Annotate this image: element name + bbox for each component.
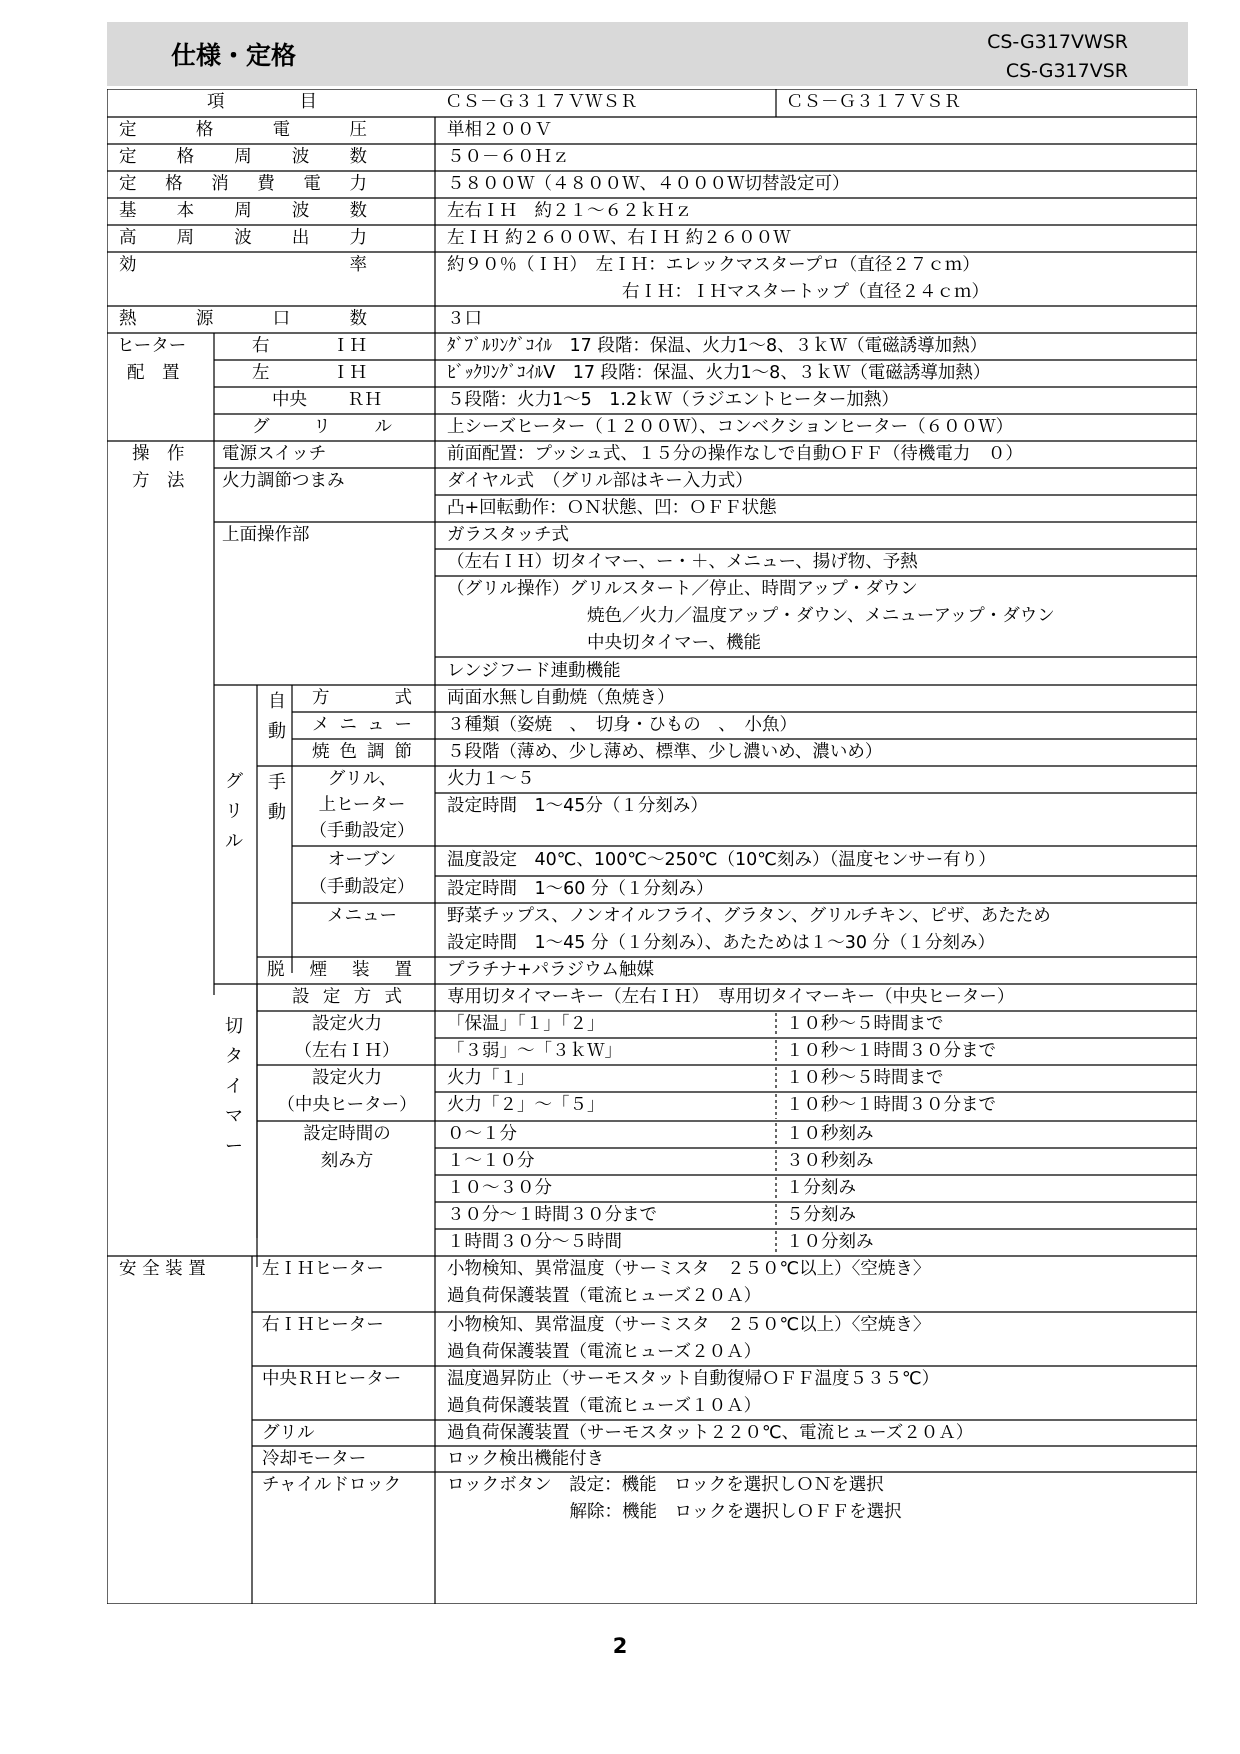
grill-upper-value: 火力１～５: [447, 769, 535, 789]
timer-center-condition: 火力「２」～「５」: [447, 1095, 605, 1115]
timer-method-label: 設 定 方 式: [292, 987, 402, 1007]
timer-step-value: １０秒刻み: [786, 1124, 874, 1144]
timer-center-label: （中央ヒーター）: [277, 1095, 417, 1115]
timer-center-range: １０秒～１時間３０分まで: [786, 1095, 996, 1115]
timer-center-label: 設定火力: [312, 1068, 382, 1088]
power-switch-value: 前面配置：プッシュ式、１５分の操作なしで自動ＯＦＦ（待機電力 ０）: [447, 444, 1023, 464]
timer-step-value: １分刻み: [786, 1178, 856, 1198]
timer-method-value: 専用切タイマーキー（左右ＩＨ） 専用切タイマーキー（中央ヒーター）: [447, 987, 1015, 1007]
timer-lr-label: 設定火力: [312, 1014, 382, 1034]
heater-row-label: 右 ＩＨ: [252, 336, 367, 356]
timer-lr-range: １０秒～５時間まで: [786, 1014, 944, 1034]
spec-row-value: ５０－６０Ｈｚ: [447, 147, 570, 167]
spec-row-value: 左右ＩＨ 約２１～６２ｋＨｚ: [447, 201, 692, 221]
spec-row-label: 基 本 周 波 数: [119, 201, 367, 221]
timer-steps-label: 設定時間の: [303, 1124, 391, 1144]
page-header: [107, 22, 1188, 86]
menu-value: 野菜チップス、ノンオイルフライ、グラタン、グリルチキン、ピザ、あたため: [447, 906, 1051, 926]
spec-row-value: ５８００Ｗ（４８００Ｗ、４０００Ｗ切替設定可）: [447, 174, 850, 194]
spec-table: [107, 89, 1197, 1604]
menu-value: 設定時間 1～45 分（１分刻み）、あたためは１～30 分（１分刻み）: [447, 933, 996, 953]
heater-row-label: グ リ ル: [252, 417, 392, 437]
operation-group-label: 操 作: [132, 444, 185, 464]
safety-row-label: グリル: [262, 1423, 315, 1443]
safety-row-label: 冷却モーター: [262, 1449, 367, 1469]
timer-step-condition: ３０分～１時間３０分まで: [447, 1205, 657, 1225]
timer-center-range: １０秒～５時間まで: [786, 1068, 944, 1088]
safety-row-value: 小物検知、異常温度（サーミスタ ２５０℃以上）〈空焼き〉: [447, 1315, 931, 1335]
oven-value: 設定時間 1～60 分（１分刻み）: [447, 879, 714, 899]
spec-row-value: 単相２００Ｖ: [447, 120, 552, 140]
power-switch-label: 電源スイッチ: [222, 444, 327, 464]
page-title: 仕様・定格: [171, 41, 297, 70]
safety-row-value: 温度過昇防止（サーモスタット自動復帰ＯＦＦ温度５３５℃）: [447, 1369, 940, 1389]
timer-step-condition: １時間３０分～５時間: [447, 1232, 622, 1252]
auto-row-label: 方 式: [312, 688, 412, 708]
operation-group-label: 方 法: [132, 471, 185, 491]
timer-step-condition: １０～３０分: [447, 1178, 552, 1198]
knob-value: ダイヤル式 （グリル部はキー入力式）: [447, 471, 753, 491]
top-panel-value: 焼色／火力／温度アップ・ダウン、メニューアップ・ダウン: [447, 606, 1055, 626]
auto-row-value: ３種類（姿焼 、 切身・ひもの 、 小魚）: [447, 715, 797, 735]
header-model1-cell: ＣＳ－Ｇ３１７ＶＷＳＲ: [445, 92, 638, 112]
heater-row-label: 左 ＩＨ: [252, 363, 367, 383]
heater-group-label: ヒーター: [117, 336, 187, 356]
spec-row-value: 左ＩＨ 約２６００Ｗ、右ＩＨ 約２６００Ｗ: [447, 228, 791, 248]
safety-row-value: 過負荷保護装置（電流ヒューズ２０Ａ）: [447, 1286, 762, 1306]
heater-row-value: ﾋﾞｯｸﾘﾝｸﾞｺｲﾙⅤ 17 段階：保温、火力1～8、３ｋＷ（電磁誘導加熱）: [447, 363, 991, 383]
timer-step-condition: １～１０分: [447, 1151, 535, 1171]
heater-group-label: 配 置: [127, 363, 180, 383]
timer-step-value: ３０秒刻み: [786, 1151, 874, 1171]
safety-row-label: チャイルドロック: [262, 1475, 402, 1495]
knob-value: 凸+回転動作：ＯＮ状態、凹：ＯＦＦ状態: [447, 498, 777, 518]
timer-step-condition: ０～１分: [447, 1124, 517, 1144]
safety-row-label: 左ＩＨヒーター: [262, 1259, 384, 1279]
safety-row-value: ロックボタン 設定：機能 ロックを選択しＯＮを選択: [447, 1475, 884, 1495]
auto-row-value: 両面水無し自動焼（魚焼き）: [447, 688, 675, 708]
safety-row-value: 過負荷保護装置（電流ヒューズ１０Ａ）: [447, 1396, 762, 1416]
safety-row-value: 解除：機能 ロックを選択しＯＦＦを選択: [447, 1502, 902, 1522]
spec-row-label: 定 格 消 費 電 力: [119, 174, 367, 194]
grill-upper-label: （手動設定）: [309, 821, 415, 841]
timer-step-value: ５分刻み: [786, 1205, 856, 1225]
header-model-1: CS-G317VWSR: [987, 31, 1128, 53]
spec-row-label: 定 格 周 波 数: [119, 147, 367, 167]
safety-row-value: ロック検出機能付き: [447, 1449, 605, 1469]
top-panel-value: （左右ＩＨ）切タイマー、ー・＋、メニュー、揚げ物、予熱: [447, 552, 918, 572]
header-item-label: 項 目: [207, 92, 317, 112]
smoke-label: 脱 煙 装 置: [267, 960, 412, 980]
heater-row-value: ﾀﾞﾌﾞﾙﾘﾝｸﾞｺｲﾙ 17 段階：保温、火力1～8、３ｋＷ（電磁誘導加熱）: [447, 336, 988, 356]
grill-group-label: グリル: [225, 771, 243, 852]
timer-lr-condition: 「３弱」～「３ｋＷ」: [447, 1041, 622, 1061]
heater-row-label: 中央 ＲＨ: [272, 390, 382, 410]
header-model-2: CS-G317VSR: [1005, 60, 1128, 82]
spec-row-label: 高 周 波 出 力: [119, 228, 367, 248]
timer-group-label: 切タイマー: [225, 1016, 243, 1157]
spec-row-label: 定 格 電 圧: [119, 120, 367, 140]
safety-row-value: 過負荷保護装置（サーモスタット２２０℃、電流ヒューズ２０Ａ）: [447, 1423, 974, 1443]
timer-lr-condition: 「保温」「１」「２」: [447, 1014, 605, 1034]
top-panel-value: （グリル操作）グリルスタート／停止、時間アップ・ダウン: [447, 579, 918, 599]
timer-center-condition: 火力「１」: [447, 1068, 535, 1088]
timer-lr-range: １０秒～１時間３０分まで: [786, 1041, 996, 1061]
timer-lr-label: （左右ＩＨ）: [294, 1041, 400, 1061]
top-panel-value: レンジフード連動機能: [447, 661, 621, 681]
menu-label: メニュー: [327, 906, 397, 926]
auto-row-label: 焼 色 調 節: [312, 742, 412, 762]
safety-group-label: 安 全 装 置: [119, 1259, 206, 1279]
timer-steps-label: 刻み方: [320, 1151, 374, 1171]
top-panel-label: 上面操作部: [222, 525, 310, 545]
safety-row-label: 中央ＲＨヒーター: [262, 1369, 402, 1389]
heater-row-value: ５段階：火力1～5 1.2ｋＷ（ラジエントヒーター加熱）: [447, 390, 899, 410]
spec-row-value: 右ＩＨ：ＩＨマスタートップ（直径２４ｃｍ）: [447, 282, 989, 302]
knob-label: 火力調節つまみ: [222, 471, 345, 491]
safety-row-value: 過負荷保護装置（電流ヒューズ２０Ａ）: [447, 1342, 762, 1362]
auto-row-label: メ ニ ュ ー: [312, 715, 412, 735]
top-panel-value: 中央切タイマー、機能: [447, 633, 761, 653]
heater-row-value: 上シーズヒーター（１２００Ｗ）、コンベクションヒーター（６００Ｗ）: [447, 417, 1014, 437]
manual-label: 手動: [268, 772, 286, 823]
grill-upper-label: 上ヒーター: [318, 795, 406, 815]
spec-row-label: 効 率: [119, 255, 367, 275]
spec-row-label: 熱 源 口 数: [119, 309, 367, 329]
auto-label: 自動: [268, 691, 286, 742]
top-panel-value: ガラスタッチ式: [447, 525, 569, 545]
spec-row-value: ３口: [447, 309, 482, 329]
oven-label: （手動設定）: [309, 877, 415, 897]
oven-value: 温度設定 40℃、100℃～250℃（10℃刻み）（温度センサー有り）: [447, 850, 996, 870]
spec-row-value: 約９０％（ＩＨ） 左ＩＨ：エレックマスタープロ（直径２７ｃｍ）: [447, 255, 980, 275]
grill-upper-value: 設定時間 1～45分（１分刻み）: [447, 796, 708, 816]
oven-label: オーブン: [327, 850, 397, 870]
timer-step-value: １０分刻み: [786, 1232, 874, 1252]
auto-row-value: ５段階（薄め、少し薄め、標準、少し濃いめ、濃いめ）: [447, 742, 883, 762]
safety-row-label: 右ＩＨヒーター: [262, 1315, 384, 1335]
grill-upper-label: グリル、: [327, 769, 397, 789]
safety-row-value: 小物検知、異常温度（サーミスタ ２５０℃以上）〈空焼き〉: [447, 1259, 931, 1279]
header-model2-cell: ＣＳ－Ｇ３１７ＶＳＲ: [786, 92, 961, 112]
smoke-value: プラチナ+パラジウム触媒: [447, 960, 654, 980]
page-number: 2: [612, 1634, 628, 1658]
